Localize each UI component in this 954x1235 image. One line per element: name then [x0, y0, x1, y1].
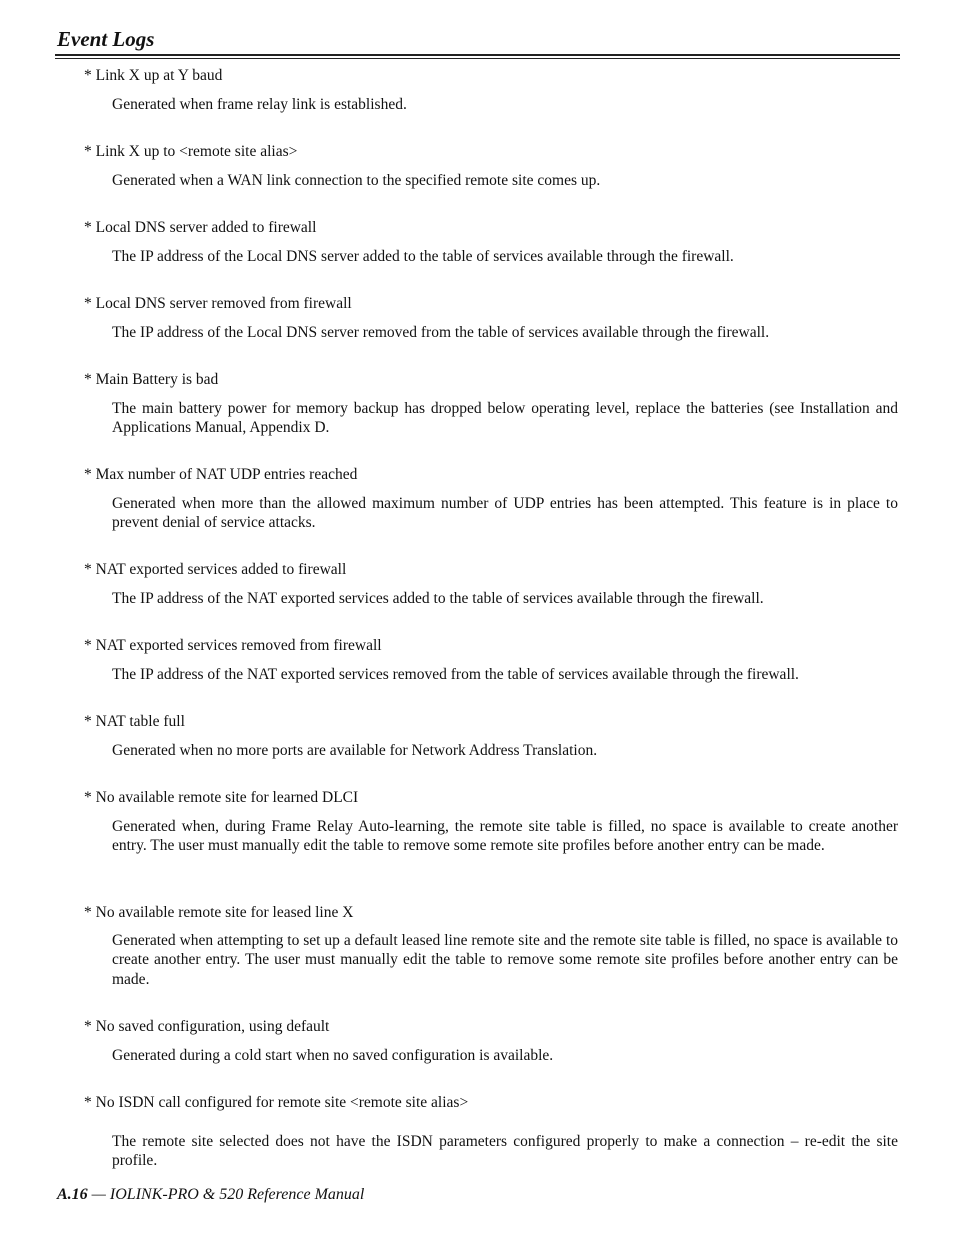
event-entry-description: Generated when attempting to set up a default leased line remote site and the remote site table is filled, no space is available to create another entry. The user must manually edit the table to remove some remote site profiles before another entry can be made. — [112, 932, 898, 988]
event-entry-title: * No saved configuration, using default — [84, 1018, 330, 1035]
event-entry-description: The IP address of the Local DNS server removed from the table of services available through the firewall. — [112, 324, 770, 341]
event-entry-title: * Local DNS server removed from firewall — [84, 295, 352, 312]
event-entry-description: The IP address of the NAT exported services added to the table of services available through the firewall. — [112, 590, 764, 607]
event-entry-title: * No available remote site for leased line X — [84, 904, 354, 921]
event-entry-title: * Local DNS server added to firewall — [84, 219, 317, 236]
page-number: A.16 — [57, 1186, 88, 1203]
footer-separator: — — [87, 1186, 110, 1203]
event-entry-title: * Main Battery is bad — [84, 371, 219, 388]
header-rule-secondary — [55, 58, 900, 59]
event-entry-title: * NAT table full — [84, 713, 185, 730]
page-header-title: Event Logs — [57, 27, 155, 51]
event-entry-description: The main battery power for memory backup has dropped below operating level, replace the batteries (see Installation and Applications Manual, Appendix D. — [112, 400, 898, 437]
header-rule — [55, 54, 900, 56]
event-entry-title: * NAT exported services removed from firewall — [84, 637, 382, 654]
event-entry-description: The IP address of the NAT exported services removed from the table of services available through the firewall. — [112, 666, 799, 683]
event-entry-title: * Link X up to <remote site alias> — [84, 143, 298, 160]
event-entry-description: Generated during a cold start when no saved configuration is available. — [112, 1047, 554, 1064]
event-entry-title: * NAT exported services added to firewall — [84, 561, 347, 578]
event-entry-title: * Max number of NAT UDP entries reached — [84, 466, 358, 483]
manual-title: IOLINK-PRO & 520 Reference Manual — [109, 1186, 365, 1203]
page-footer — [57, 1184, 364, 1206]
event-entry-description: Generated when, during Frame Relay Auto-learning, the remote site table is filled, no space is available to create another entry. The user must manually edit the table to remove some remote site profiles before another entry can be made. — [112, 818, 898, 855]
event-entry-description: The IP address of the Local DNS server added to the table of services available through the firewall. — [112, 248, 734, 265]
event-entry-description: Generated when no more ports are available for Network Address Translation. — [112, 742, 598, 759]
event-entry-description: Generated when a WAN link connection to the specified remote site comes up. — [112, 172, 601, 189]
event-entry-description: Generated when frame relay link is established. — [112, 96, 407, 113]
event-entry-description: Generated when more than the allowed maximum number of UDP entries has been attempted. This feature is in place to prevent denial of service attacks. — [112, 495, 898, 532]
event-entry-title: * No ISDN call configured for remote site <remote site alias> — [84, 1094, 469, 1111]
event-entry-title: * Link X up at Y baud — [84, 67, 223, 84]
event-entry-title: * No available remote site for learned DLCI — [84, 789, 359, 806]
event-entry-description: The remote site selected does not have the ISDN parameters configured properly to make a connection – re-edit the site profile. — [112, 1133, 898, 1170]
